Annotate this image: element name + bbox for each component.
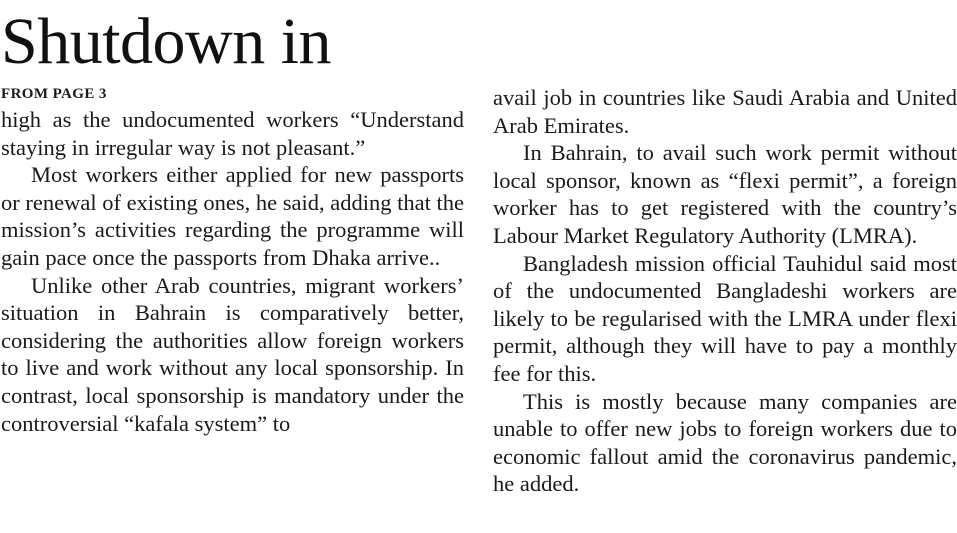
paragraph: avail job in countries like Saudi Arabia and United Arab Emirates. [493,85,957,138]
paragraph: This is mostly because many companies are unable to offer new jobs to foreign workers due to economic fallout amid the coronavirus pandemic, he added. [493,388,957,497]
paragraph: Bangladesh mission official Tauhidul said most of the undocumented Bangladeshi workers are likely to be regularised with the LMRA under flexi permit, although they will have to pay a monthly fee for this. [493,250,957,386]
paragraph: high as the undocumented workers “Understand staying in irregular way is not pleasant.” [1,107,464,160]
article-column-left [1,106,464,437]
article-column-right [493,84,957,498]
continuation-kicker: FROM PAGE 3 [1,86,107,102]
paragraph: In Bahrain, to avail such work permit without local sponsor, known as “flexi permit”, a foreign worker has to get registered with the country’s Labour Market Regulatory Authority (LMRA). [493,140,957,248]
paragraph: Most workers either applied for new passports or renewal of existing ones, he said, adding that the mission’s activities regarding the programme will gain pace once the passports from Dhaka arrive.. [1,162,464,270]
paragraph: Unlike other Arab countries, migrant workers’ situation in Bahrain is comparatively better, considering the authorities allow foreign workers to live and work without any local sponsorship. In contrast, local sponsorship is mandatory under the controversial “kafala system” to [1,272,464,436]
headline: Shutdown in [1,5,332,78]
